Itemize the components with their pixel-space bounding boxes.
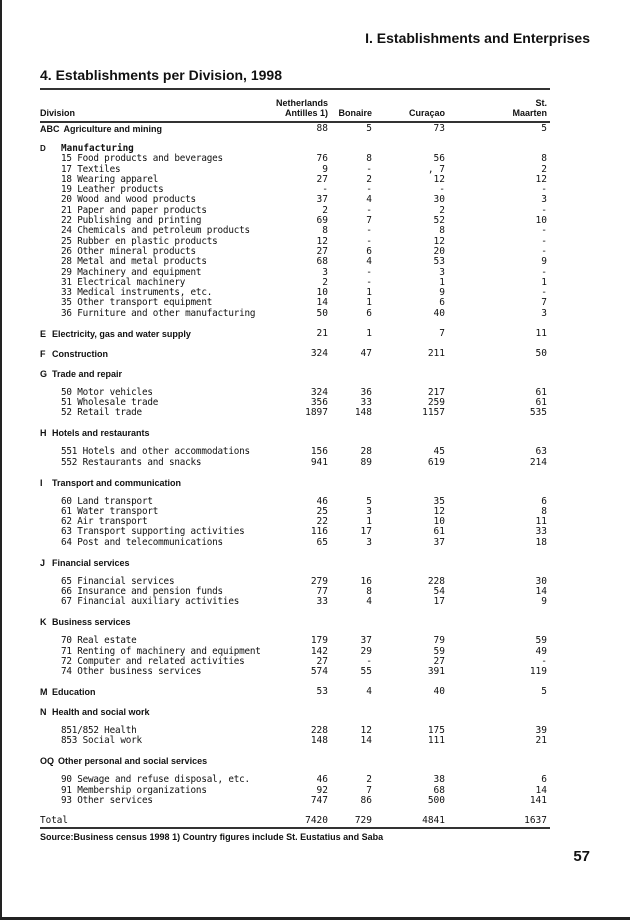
cell-value: 55 <box>360 666 372 678</box>
source-note: Source:Business census 1998 1) Country figures include St. Eustatius and Saba <box>40 832 384 842</box>
cell-value: 619 <box>427 456 445 468</box>
cell-value: 3 <box>541 307 547 319</box>
cell-value: 279 <box>310 575 328 587</box>
cell-value: 2 <box>322 204 328 216</box>
cell-value: 50 <box>316 307 328 319</box>
row-label: 91 Membership organizations <box>61 784 207 796</box>
cell-value: 6 <box>366 245 372 257</box>
cell-value: 8 <box>322 225 328 237</box>
cell-value: 7 <box>366 784 372 796</box>
division-label: Financial services <box>52 557 130 568</box>
cell-value: 1 <box>366 516 372 528</box>
cell-value: 4 <box>366 596 372 608</box>
cell-value: 14 <box>535 585 547 597</box>
header-curacao: Curaçao <box>408 108 445 118</box>
total-row <box>40 816 550 826</box>
cell-value: 89 <box>360 456 372 468</box>
cell-value: 324 <box>310 386 328 398</box>
cell-value: 12 <box>433 235 445 247</box>
cell-value: 61 <box>433 526 445 538</box>
cell-value: 69 <box>316 215 328 227</box>
division-group <box>40 707 550 747</box>
row-label: 90 Sewage and refuse disposal, etc. <box>61 774 250 786</box>
cell-value: 10 <box>433 516 445 528</box>
row-label: 36 Furniture and other manufacturing <box>61 307 256 319</box>
cell-value: 36 <box>360 386 372 398</box>
cell-value: 59 <box>433 645 445 657</box>
cell-value: 4 <box>366 194 372 206</box>
cell-value: 29 <box>360 645 372 657</box>
cell-value: - <box>366 655 372 667</box>
cell-value: 6 <box>439 297 445 309</box>
cell-value: - <box>366 225 372 237</box>
row-label: 18 Wearing apparel <box>61 173 159 185</box>
division-heading <box>40 478 550 488</box>
division-group <box>40 687 550 697</box>
cell-value: 217 <box>427 386 445 398</box>
cell-value: 141 <box>529 794 547 806</box>
division-heading <box>40 428 550 438</box>
division-code: ABC <box>40 124 60 134</box>
cell-value: 228 <box>310 725 328 737</box>
cell-value: 111 <box>427 735 445 747</box>
row-label <box>40 428 150 438</box>
division-code: F <box>40 348 46 359</box>
cell-value: 12 <box>433 173 445 185</box>
row-label: 52 Retail trade <box>61 407 142 419</box>
division-group <box>40 369 550 419</box>
cell-value: 7420 <box>305 814 328 826</box>
cell-value: 8 <box>541 505 547 517</box>
cell-value: 3 <box>322 266 328 278</box>
cell-value: - <box>366 235 372 247</box>
cell-value: 3 <box>366 536 372 548</box>
scan-edge-left <box>0 0 2 920</box>
row-label: 67 Financial auxiliary activities <box>61 596 240 608</box>
cell-value: 18 <box>535 536 547 548</box>
cell-value: 116 <box>310 526 328 538</box>
table-row <box>40 458 550 468</box>
header-division: Division <box>40 108 76 118</box>
cell-value: 20 <box>433 245 445 257</box>
cell-value: 12 <box>535 173 547 185</box>
cell-value: 33 <box>316 596 328 608</box>
cell-value: 574 <box>310 666 328 678</box>
page-number: 57 <box>573 848 590 865</box>
cell-value: 1 <box>366 327 372 339</box>
row-label: 551 Hotels and other accommodations <box>61 446 250 458</box>
row-label: 24 Chemicals and petroleum products <box>61 225 250 237</box>
cell-value: - <box>541 204 547 216</box>
table-row <box>40 447 550 457</box>
cell-value: 45 <box>433 446 445 458</box>
cell-value: - <box>366 266 372 278</box>
cell-value: 28 <box>360 446 372 458</box>
cell-value: - <box>439 184 445 196</box>
row-label: 74 Other business services <box>61 666 202 678</box>
cell-value: 10 <box>316 287 328 299</box>
row-label: 63 Transport supporting activities <box>61 526 245 538</box>
division-code: H <box>40 428 47 439</box>
cell-value: 37 <box>316 194 328 206</box>
cell-value: 12 <box>316 235 328 247</box>
cell-value: 27 <box>433 655 445 667</box>
cell-value: 2 <box>322 276 328 288</box>
cell-value: 148 <box>310 735 328 747</box>
cell-value: 39 <box>535 725 547 737</box>
row-label: 93 Other services <box>61 794 153 806</box>
cell-value: 37 <box>360 635 372 647</box>
bottom-rule <box>40 827 550 829</box>
cell-value: 46 <box>316 774 328 786</box>
table-row <box>40 667 550 677</box>
cell-value: - <box>541 655 547 667</box>
cell-value: 747 <box>310 794 328 806</box>
row-label: 71 Renting of machinery and equipment <box>61 645 261 657</box>
cell-value: 148 <box>354 407 372 419</box>
table-row <box>40 636 550 646</box>
cell-value: 40 <box>433 307 445 319</box>
division-group <box>40 756 550 806</box>
cell-value: 16 <box>360 575 372 587</box>
division-heading <box>40 687 550 697</box>
row-label: 28 Metal and metal products <box>61 256 207 268</box>
division-label: Transport and communication <box>52 477 182 488</box>
row-label <box>40 558 130 568</box>
chapter-title: I. Establishments and Enterprises <box>365 30 590 46</box>
cell-value: 61 <box>535 396 547 408</box>
cell-value: - <box>541 225 547 237</box>
cell-value: - <box>322 184 328 196</box>
header-st-maarten: St. Maarten <box>512 98 547 118</box>
cell-value: 21 <box>535 735 547 747</box>
division-code: N <box>40 707 47 718</box>
cell-value: 7 <box>439 327 445 339</box>
division-code: M <box>40 687 48 698</box>
cell-value: 9 <box>541 596 547 608</box>
cell-value: 50 <box>535 347 547 359</box>
cell-value: 8 <box>439 225 445 237</box>
cell-value: 2 <box>366 173 372 185</box>
cell-value: 25 <box>316 505 328 517</box>
row-label: 51 Wholesale trade <box>61 396 159 408</box>
division-heading <box>40 329 550 339</box>
row-label: 70 Real estate <box>61 635 137 647</box>
division-heading <box>40 558 550 568</box>
division-heading <box>40 369 550 379</box>
row-label: 552 Restaurants and snacks <box>61 456 202 468</box>
cell-value: 142 <box>310 645 328 657</box>
cell-value: 535 <box>529 407 547 419</box>
header-rule <box>40 121 550 123</box>
row-label <box>40 369 122 379</box>
table-row <box>40 796 550 806</box>
cell-value: 76 <box>316 153 328 165</box>
cell-value: 59 <box>535 635 547 647</box>
row-label: 851/852 Health <box>61 725 137 737</box>
header-netherlands-antilles: Netherlands Antilles 1) <box>275 98 328 118</box>
cell-value: 5 <box>541 123 547 134</box>
row-label: 33 Medical instruments, etc. <box>61 287 213 299</box>
row-label: 25 Rubber en plastic products <box>61 235 218 247</box>
division-label: Hotels and restaurants <box>52 428 150 439</box>
cell-value: - <box>541 184 547 196</box>
cell-value: 3 <box>439 266 445 278</box>
cell-value: - <box>541 245 547 257</box>
cell-value: 8 <box>366 585 372 597</box>
cell-value: 30 <box>535 575 547 587</box>
cell-value: 2 <box>439 204 445 216</box>
division-label: Trade and repair <box>52 368 123 379</box>
row-label: 35 Other transport equipment <box>61 297 213 309</box>
cell-value: 14 <box>535 784 547 796</box>
table-row <box>40 597 550 607</box>
row-label: 21 Paper and paper products <box>61 204 207 216</box>
division-heading <box>40 756 550 766</box>
cell-value: 33 <box>360 396 372 408</box>
cell-value: 53 <box>433 256 445 268</box>
division-group <box>40 329 550 339</box>
cell-value: 1637 <box>524 814 547 826</box>
cell-value: 5 <box>366 495 372 507</box>
cell-value: 37 <box>433 536 445 548</box>
header-bonaire: Bonaire <box>338 108 372 118</box>
cell-value: 4 <box>366 686 372 698</box>
cell-value: 21 <box>316 327 328 339</box>
division-group <box>40 144 550 319</box>
cell-value: 175 <box>427 725 445 737</box>
cell-value: 52 <box>433 215 445 227</box>
cell-value: 9 <box>439 287 445 299</box>
cell-value: 54 <box>433 585 445 597</box>
cell-value: 324 <box>310 347 328 359</box>
cell-value: 8 <box>366 153 372 165</box>
cell-value: - <box>366 184 372 196</box>
cell-value: - <box>366 204 372 216</box>
cell-value: 40 <box>433 686 445 698</box>
table-row <box>40 736 550 746</box>
cell-value: 9 <box>322 163 328 175</box>
row-label: 50 Motor vehicles <box>61 386 153 398</box>
division-group <box>40 124 550 134</box>
cell-value: 5 <box>541 686 547 698</box>
row-label <box>40 329 191 339</box>
division-code: J <box>40 557 46 568</box>
division-code: G <box>40 368 48 379</box>
cell-value: 211 <box>427 347 445 359</box>
division-label: Electricity, gas and water supply <box>52 328 191 339</box>
cell-value: 27 <box>316 173 328 185</box>
cell-value: 12 <box>360 725 372 737</box>
cell-value: 86 <box>360 794 372 806</box>
cell-value: 11 <box>535 327 547 339</box>
row-label: 60 Land transport <box>61 495 153 507</box>
cell-value: 214 <box>529 456 547 468</box>
cell-value: 27 <box>316 245 328 257</box>
cell-value: 1897 <box>305 407 328 419</box>
cell-value: 17 <box>360 526 372 538</box>
cell-value: 1 <box>439 276 445 288</box>
division-code: OQ <box>40 756 55 767</box>
row-label <box>40 707 150 717</box>
cell-value: 391 <box>427 666 445 678</box>
division-group <box>40 428 550 468</box>
cell-value: 179 <box>310 635 328 647</box>
row-label: 72 Computer and related activities <box>61 655 245 667</box>
row-label: 19 Leather products <box>61 184 164 196</box>
cell-value: 22 <box>316 516 328 528</box>
cell-value: 1 <box>541 276 547 288</box>
cell-value: 941 <box>310 456 328 468</box>
cell-value: 10 <box>535 215 547 227</box>
cell-value: 33 <box>535 526 547 538</box>
cell-value: 7 <box>366 215 372 227</box>
cell-value: 1157 <box>422 407 445 419</box>
row-label: 62 Air transport <box>61 516 148 528</box>
cell-value: 1 <box>366 287 372 299</box>
cell-value: - <box>366 163 372 175</box>
row-label <box>40 756 207 766</box>
row-label <box>40 349 108 359</box>
row-label <box>40 478 181 488</box>
cell-value: 4841 <box>422 814 445 826</box>
division-heading <box>40 617 550 627</box>
table-row <box>40 309 550 319</box>
division-code: I <box>40 477 43 488</box>
cell-value: 119 <box>529 666 547 678</box>
row-label: 66 Insurance and pension funds <box>61 585 223 597</box>
cell-value: 88 <box>316 123 328 134</box>
cell-value: 79 <box>433 635 445 647</box>
row-label: 26 Other mineral products <box>61 245 196 257</box>
row-label: Total <box>40 814 68 826</box>
cell-value: , 7 <box>427 163 445 175</box>
division-label: Construction <box>52 348 108 359</box>
cell-value: 47 <box>360 347 372 359</box>
table-row <box>40 408 550 418</box>
division-group <box>40 349 550 359</box>
row-label: 65 Financial services <box>61 575 175 587</box>
cell-value: 92 <box>316 784 328 796</box>
row-label: 15 Food products and beverages <box>61 153 223 165</box>
cell-value: - <box>541 287 547 299</box>
cell-value: 14 <box>316 297 328 309</box>
table-row <box>40 538 550 548</box>
table-body <box>40 124 550 826</box>
cell-value: 65 <box>316 536 328 548</box>
cell-value: 17 <box>433 596 445 608</box>
cell-value: 35 <box>433 495 445 507</box>
division-label: Business services <box>52 617 131 628</box>
cell-value: 2 <box>541 163 547 175</box>
cell-value: 259 <box>427 396 445 408</box>
cell-value: 38 <box>433 774 445 786</box>
cell-value: 8 <box>541 153 547 165</box>
division-group <box>40 478 550 548</box>
cell-value: 5 <box>366 123 372 134</box>
cell-value: 7 <box>541 297 547 309</box>
cell-value: - <box>541 235 547 247</box>
division-heading <box>40 124 550 134</box>
cell-value: 53 <box>316 686 328 698</box>
cell-value: 6 <box>541 774 547 786</box>
cell-value: 56 <box>433 153 445 165</box>
row-label: 20 Wood and wood products <box>61 194 196 206</box>
cell-value: 356 <box>310 396 328 408</box>
row-label: 64 Post and telecommunications <box>61 536 223 548</box>
row-label <box>40 617 131 627</box>
cell-value: 27 <box>316 655 328 667</box>
cell-value: 30 <box>433 194 445 206</box>
division-group <box>40 558 550 608</box>
cell-value: 156 <box>310 446 328 458</box>
top-rule <box>40 88 550 90</box>
table-row <box>40 257 550 267</box>
cell-value: - <box>366 276 372 288</box>
row-label <box>40 687 96 697</box>
row-label: 17 Textiles <box>61 163 121 175</box>
row-label: 22 Publishing and printing <box>61 215 202 227</box>
row-label: 853 Social work <box>61 735 142 747</box>
division-label: Agriculture and mining <box>63 124 163 134</box>
cell-value: - <box>541 266 547 278</box>
cell-value: 63 <box>535 446 547 458</box>
table-title: 4. Establishments per Division, 1998 <box>40 67 282 83</box>
cell-value: 77 <box>316 585 328 597</box>
cell-value: 3 <box>541 194 547 206</box>
cell-value: 729 <box>354 814 372 826</box>
cell-value: 68 <box>433 784 445 796</box>
division-code: E <box>40 328 47 339</box>
cell-value: 9 <box>541 256 547 268</box>
division-code: K <box>40 617 47 628</box>
cell-value: 228 <box>427 575 445 587</box>
cell-value: 6 <box>366 307 372 319</box>
cell-value: 14 <box>360 735 372 747</box>
division-heading <box>40 707 550 717</box>
cell-value: 6 <box>541 495 547 507</box>
division-label: Health and social work <box>52 707 150 718</box>
cell-value: 46 <box>316 495 328 507</box>
row-label: 61 Water transport <box>61 505 159 517</box>
row-label: 29 Machinery and equipment <box>61 266 202 278</box>
cell-value: 3 <box>366 505 372 517</box>
cell-value: 61 <box>535 386 547 398</box>
cell-value: 73 <box>433 123 445 134</box>
cell-value: 11 <box>535 516 547 528</box>
division-label: Education <box>52 687 96 698</box>
division-label: Manufacturing <box>61 142 134 154</box>
cell-value: 4 <box>366 256 372 268</box>
division-heading <box>40 349 550 359</box>
cell-value: 1 <box>366 297 372 309</box>
cell-value: 68 <box>316 256 328 268</box>
cell-value: 500 <box>427 794 445 806</box>
row-label: 31 Electrical machinery <box>61 276 186 288</box>
cell-value: 12 <box>433 505 445 517</box>
table-header <box>40 93 550 121</box>
row-label <box>40 124 162 134</box>
division-group <box>40 617 550 677</box>
cell-value: 2 <box>366 774 372 786</box>
cell-value: 49 <box>535 645 547 657</box>
division-label: Other personal and social services <box>58 756 208 767</box>
division-code: D <box>40 143 46 153</box>
